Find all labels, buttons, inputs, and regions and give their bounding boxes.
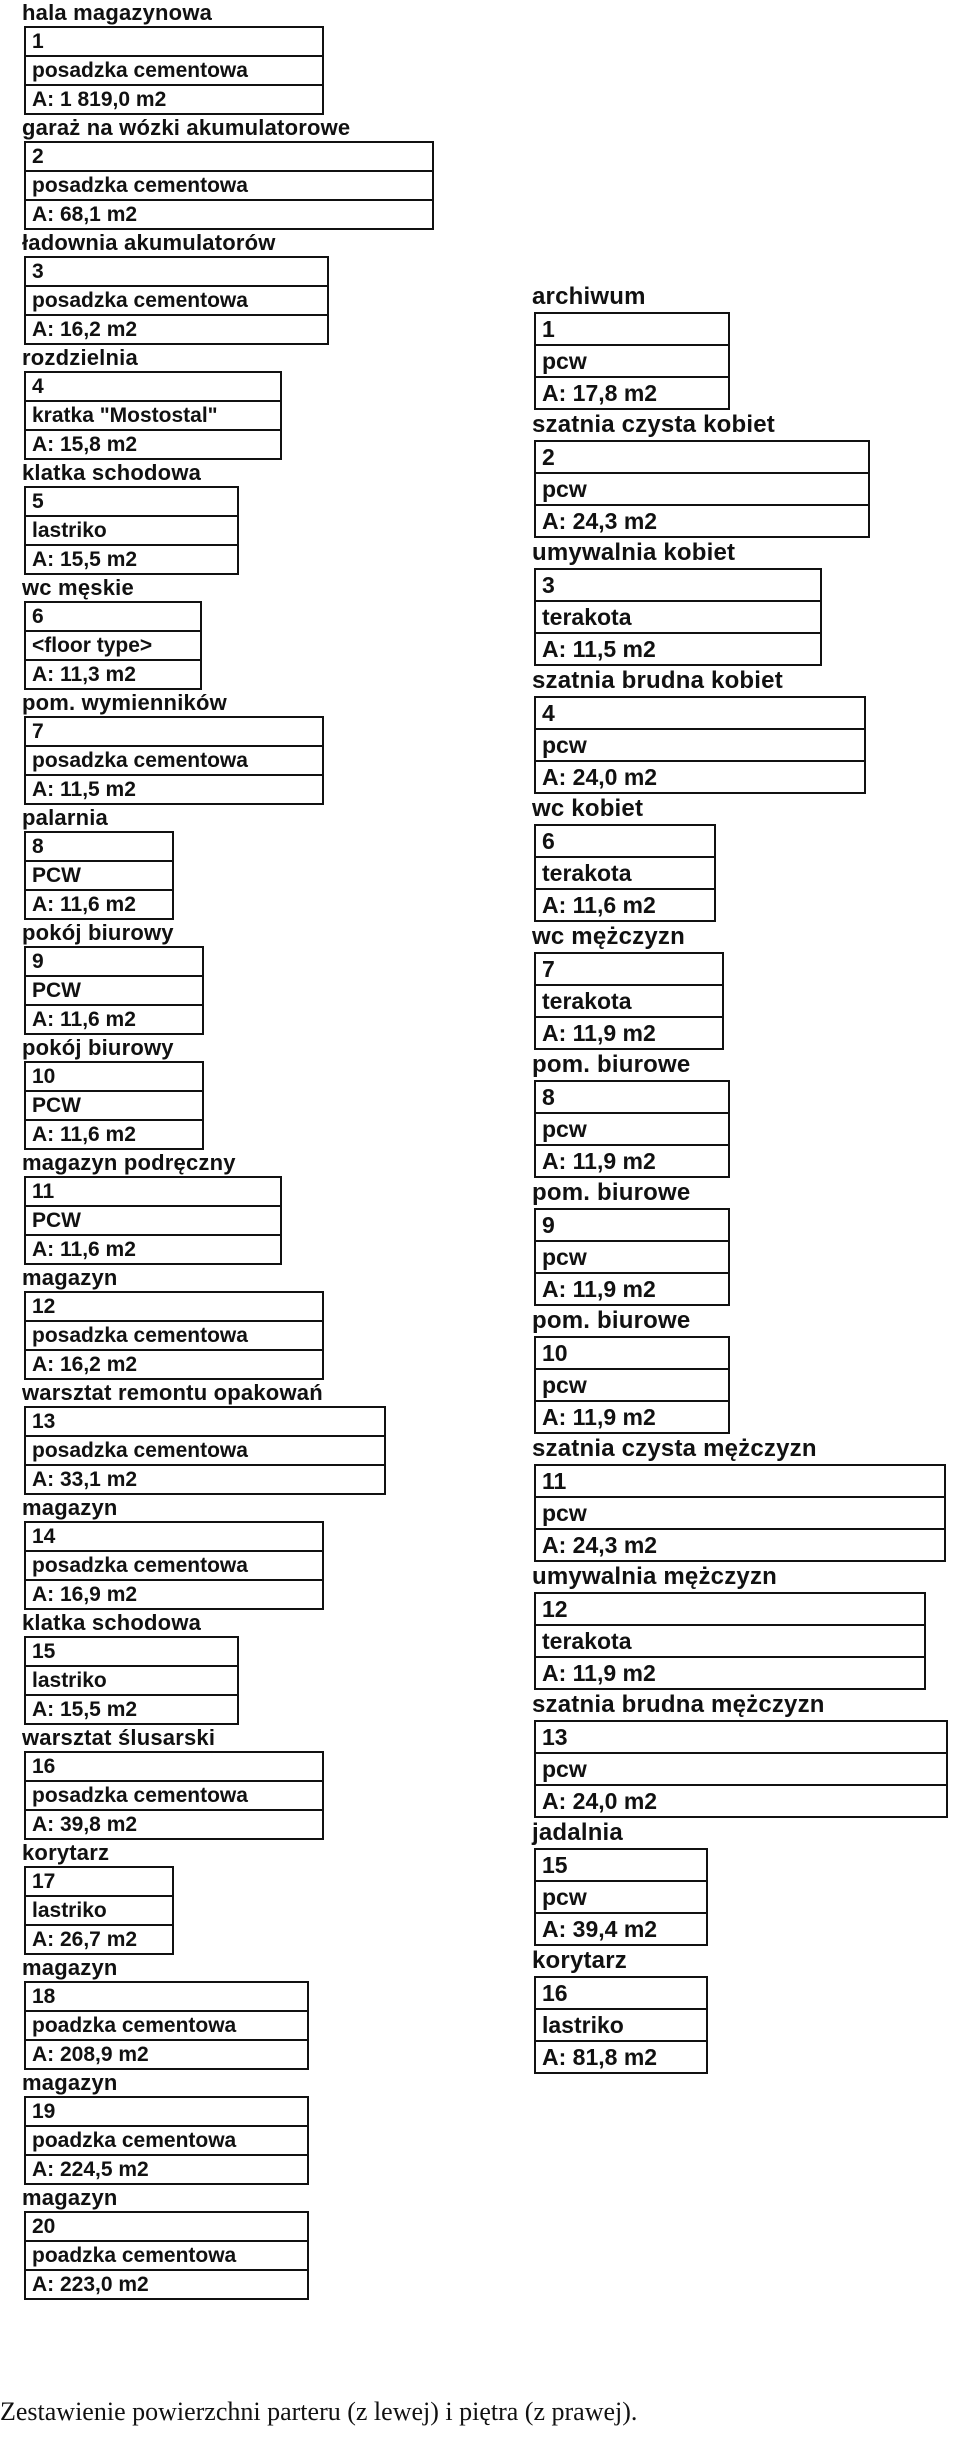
floor-type: posadzka cementowa: [26, 1552, 322, 1581]
room-tag: [22, 1265, 422, 1380]
room-area: A: 11,6 m2: [32, 893, 136, 916]
floor-type: terakota: [536, 858, 714, 890]
room-name: ładownia akumulatorów: [22, 230, 276, 255]
room-tag-box: [24, 946, 204, 1035]
room-number: 2: [536, 442, 868, 474]
room-name: szatnia brudna mężczyzn: [532, 1691, 825, 1718]
room-number: 10: [536, 1338, 728, 1370]
room-name: wc kobiet: [532, 795, 644, 822]
floor-type: kratka "Mostostal": [26, 402, 280, 431]
floor-type: poadzka cementowa: [26, 2127, 307, 2156]
floor-type: PCW: [26, 1207, 280, 1236]
floor-type: pcw: [536, 1498, 944, 1530]
room-area: A: 39,4 m2: [542, 1916, 658, 1942]
room-tag-box: [24, 1521, 324, 1610]
room-tag: [22, 1150, 422, 1265]
room-name: magazyn: [22, 1955, 118, 1980]
room-tag: [532, 1946, 952, 2074]
room-number: 5: [26, 488, 237, 517]
figure-caption: Zestawienie powierzchni parteru (z lewej) i piętra (z prawej).: [0, 2397, 638, 2426]
room-number: 1: [26, 28, 322, 57]
room-tag: [532, 666, 952, 794]
room-number: 3: [26, 258, 327, 287]
room-name: rozdzielnia: [22, 345, 138, 370]
room-number: 8: [26, 833, 172, 862]
floor-type: terakota: [536, 602, 820, 634]
room-name: magazyn podręczny: [22, 1150, 236, 1175]
room-name: pom. biurowe: [532, 1307, 691, 1334]
room-area: A: 11,6 m2: [32, 1008, 136, 1031]
room-tag-box: [534, 1080, 730, 1178]
room-name: wc mężczyzn: [532, 923, 685, 950]
room-tag: [532, 1690, 952, 1818]
room-area: A: 224,5 m2: [32, 2158, 149, 2181]
room-number: 9: [26, 948, 202, 977]
floor-type: pcw: [536, 474, 868, 506]
room-name: korytarz: [22, 1840, 110, 1865]
room-name: wc męskie: [22, 575, 134, 600]
room-area: A: 11,9 m2: [542, 1660, 656, 1686]
room-tag: [22, 2185, 422, 2300]
room-number: 1: [536, 314, 728, 346]
room-tag: [22, 575, 422, 690]
floor-type: posadzka cementowa: [26, 172, 432, 201]
room-tag: [532, 922, 952, 1050]
room-tag: [532, 1562, 952, 1690]
room-number: 19: [26, 2098, 307, 2127]
room-tag-box: [534, 440, 870, 538]
room-number: 6: [26, 603, 200, 632]
room-name: magazyn: [22, 2070, 118, 2095]
room-number: 9: [536, 1210, 728, 1242]
room-area: A: 11,6 m2: [32, 1238, 136, 1261]
room-name: palarnia: [22, 805, 108, 830]
room-area: A: 11,9 m2: [542, 1148, 656, 1174]
room-name: korytarz: [532, 1947, 627, 1974]
room-tag: [532, 282, 952, 410]
room-tag: [22, 1955, 422, 2070]
room-number: 14: [26, 1523, 322, 1552]
room-tag-box: [534, 1848, 708, 1946]
room-tag: [532, 538, 952, 666]
room-tag-box: [534, 696, 866, 794]
room-area: A: 24,0 m2: [542, 1788, 658, 1814]
room-area: A: 11,6 m2: [32, 1123, 136, 1146]
room-tag-box: [24, 26, 324, 115]
room-tag: [532, 410, 952, 538]
room-tag: [22, 1495, 422, 1610]
room-name: warsztat ślusarski: [22, 1725, 216, 1750]
room-name: magazyn: [22, 2185, 118, 2210]
room-number: 17: [26, 1868, 172, 1897]
floor-type: posadzka cementowa: [26, 1782, 322, 1811]
room-tag: [532, 1434, 952, 1562]
floor-type: posadzka cementowa: [26, 1437, 384, 1466]
room-name: archiwum: [532, 283, 646, 310]
floor-type: poadzka cementowa: [26, 2012, 307, 2041]
room-area: A: 39,8 m2: [32, 1813, 138, 1836]
room-number: 8: [536, 1082, 728, 1114]
room-number: 20: [26, 2213, 307, 2242]
room-area: A: 223,0 m2: [32, 2273, 149, 2296]
room-name: warsztat remontu opakowań: [22, 1380, 323, 1405]
room-tag-box: [534, 1208, 730, 1306]
floor-type: pcw: [536, 730, 864, 762]
room-area: A: 81,8 m2: [542, 2044, 658, 2070]
room-area: A: 11,9 m2: [542, 1404, 656, 1430]
room-tag-box: [534, 1464, 946, 1562]
room-area: A: 24,0 m2: [542, 764, 658, 790]
room-number: 7: [536, 954, 722, 986]
room-area: A: 24,3 m2: [542, 1532, 658, 1558]
room-area: A: 33,1 m2: [32, 1468, 138, 1491]
room-area: A: 11,3 m2: [32, 663, 136, 686]
room-area: A: 16,2 m2: [32, 1353, 138, 1376]
floor-type: pcw: [536, 1754, 946, 1786]
room-tag-box: [24, 831, 174, 920]
room-tag: [532, 1306, 952, 1434]
floor-type: lastriko: [536, 2010, 706, 2042]
room-number: 2: [26, 143, 432, 172]
room-tag: [532, 1178, 952, 1306]
room-tag: [532, 1050, 952, 1178]
room-tag: [22, 1035, 422, 1150]
room-name: magazyn: [22, 1265, 118, 1290]
room-area: A: 15,5 m2: [32, 1698, 138, 1721]
room-name: pokój biurowy: [22, 920, 174, 945]
room-tag-box: [24, 141, 434, 230]
floor-type: poadzka cementowa: [26, 2242, 307, 2271]
room-number: 10: [26, 1063, 202, 1092]
room-tag: [22, 0, 422, 115]
room-name: pom. biurowe: [532, 1051, 691, 1078]
floor-type: pcw: [536, 1242, 728, 1274]
room-tag: [22, 1380, 422, 1495]
room-tag-box: [24, 2096, 309, 2185]
room-tag: [22, 2070, 422, 2185]
room-area: A: 16,2 m2: [32, 318, 138, 341]
floor-type: posadzka cementowa: [26, 57, 322, 86]
room-tag-box: [24, 601, 202, 690]
room-tag: [22, 690, 422, 805]
room-number: 4: [536, 698, 864, 730]
room-area: A: 16,9 m2: [32, 1583, 138, 1606]
room-number: 16: [536, 1978, 706, 2010]
room-number: 16: [26, 1753, 322, 1782]
room-name: pom. biurowe: [532, 1179, 691, 1206]
room-tag-box: [24, 1291, 324, 1380]
room-number: 11: [536, 1466, 944, 1498]
room-tag: [532, 794, 952, 922]
room-area: A: 11,9 m2: [542, 1276, 656, 1302]
room-tag: [22, 920, 422, 1035]
floor-type: posadzka cementowa: [26, 747, 322, 776]
room-tag-box: [24, 256, 329, 345]
floor-type: pcw: [536, 1114, 728, 1146]
room-name: umywalnia kobiet: [532, 539, 736, 566]
room-area: A: 11,9 m2: [542, 1020, 656, 1046]
floor-type: pcw: [536, 1370, 728, 1402]
room-name: jadalnia: [532, 1819, 623, 1846]
ground-floor-room-list: [22, 0, 422, 2300]
floor-type: PCW: [26, 1092, 202, 1121]
floor-type: posadzka cementowa: [26, 1322, 322, 1351]
floor-type: pcw: [536, 1882, 706, 1914]
room-name: magazyn: [22, 1495, 118, 1520]
room-area: A: 17,8 m2: [542, 380, 658, 406]
floor-type: <floor type>: [26, 632, 200, 661]
room-area: A: 11,6 m2: [542, 892, 656, 918]
room-tag-box: [534, 824, 716, 922]
room-tag-box: [24, 486, 239, 575]
room-name: klatka schodowa: [22, 460, 202, 485]
room-number: 3: [536, 570, 820, 602]
room-number: 18: [26, 1983, 307, 2012]
room-number: 15: [536, 1850, 706, 1882]
room-name: pom. wymienników: [22, 690, 227, 715]
room-tag-box: [534, 1592, 926, 1690]
room-tag-box: [534, 1976, 708, 2074]
room-area: A: 11,5 m2: [32, 778, 136, 801]
room-tag: [22, 460, 422, 575]
room-number: 12: [536, 1594, 924, 1626]
room-tag: [22, 230, 422, 345]
room-tag-box: [534, 1720, 948, 1818]
room-tag-box: [24, 1406, 386, 1495]
room-area: A: 24,3 m2: [542, 508, 658, 534]
room-tag: [22, 805, 422, 920]
room-name: garaż na wózki akumulatorowe: [22, 115, 351, 140]
floor-type: terakota: [536, 986, 722, 1018]
room-tag-box: [24, 716, 324, 805]
room-tag-box: [534, 568, 822, 666]
room-tag-box: [534, 312, 730, 410]
floor-type: lastriko: [26, 517, 237, 546]
room-area: A: 208,9 m2: [32, 2043, 149, 2066]
room-area: A: 15,8 m2: [32, 433, 138, 456]
floor-type: pcw: [536, 346, 728, 378]
room-tag-box: [24, 371, 282, 460]
floor-type: posadzka cementowa: [26, 287, 327, 316]
room-name: hala magazynowa: [22, 0, 213, 25]
floor-type: lastriko: [26, 1667, 237, 1696]
room-tag-box: [24, 1176, 282, 1265]
floor-type: PCW: [26, 977, 202, 1006]
room-tag-box: [24, 1636, 239, 1725]
floor-type: PCW: [26, 862, 172, 891]
floor-type: terakota: [536, 1626, 924, 1658]
room-number: 13: [536, 1722, 946, 1754]
room-name: umywalnia mężczyzn: [532, 1563, 778, 1590]
room-area: A: 15,5 m2: [32, 548, 138, 571]
room-tag-box: [534, 1336, 730, 1434]
room-number: 15: [26, 1638, 237, 1667]
first-floor-room-list: [532, 282, 952, 2074]
room-area: A: 11,5 m2: [542, 636, 656, 662]
room-tag-box: [24, 2211, 309, 2300]
room-name: szatnia brudna kobiet: [532, 667, 783, 694]
room-number: 13: [26, 1408, 384, 1437]
room-number: 6: [536, 826, 714, 858]
room-number: 7: [26, 718, 322, 747]
room-tag: [22, 1725, 422, 1840]
room-area: A: 1 819,0 m2: [32, 88, 167, 111]
room-name: pokój biurowy: [22, 1035, 174, 1060]
floor-type: lastriko: [26, 1897, 172, 1926]
room-tag: [532, 1818, 952, 1946]
room-tag: [22, 1610, 422, 1725]
room-number: 11: [26, 1178, 280, 1207]
room-tag-box: [24, 1981, 309, 2070]
room-number: 12: [26, 1293, 322, 1322]
room-tag-box: [24, 1751, 324, 1840]
room-tag-box: [24, 1866, 174, 1955]
room-tag: [22, 1840, 422, 1955]
room-area: A: 68,1 m2: [32, 203, 138, 226]
room-tag: [22, 345, 422, 460]
room-tag-box: [24, 1061, 204, 1150]
room-number: 4: [26, 373, 280, 402]
room-name: klatka schodowa: [22, 1610, 202, 1635]
room-name: szatnia czysta mężczyzn: [532, 1435, 817, 1462]
room-tag: [22, 115, 422, 230]
room-area: A: 26,7 m2: [32, 1928, 138, 1951]
room-tag-box: [534, 952, 724, 1050]
room-name: szatnia czysta kobiet: [532, 411, 775, 438]
